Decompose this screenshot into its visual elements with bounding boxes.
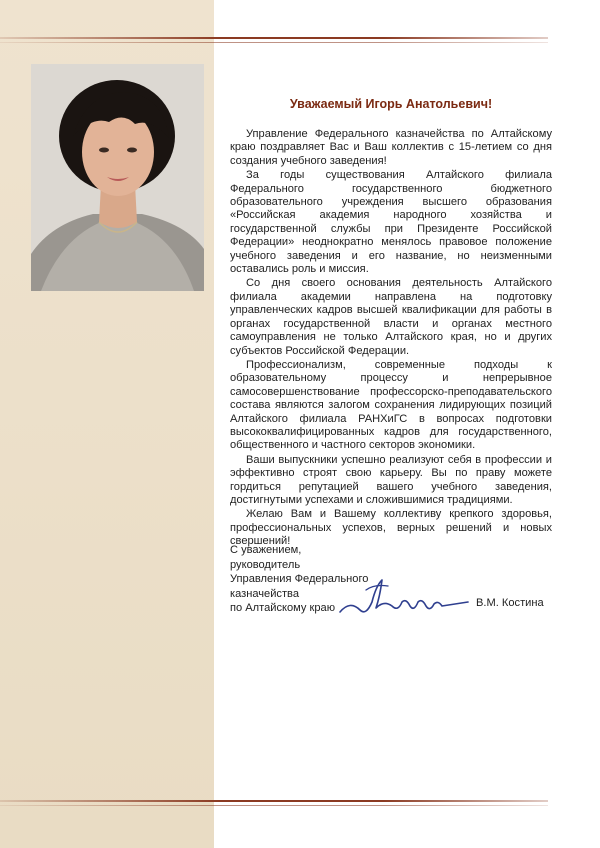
letter-body — [230, 128, 552, 550]
closing-line-4: казначейства — [230, 587, 299, 600]
salutation-heading: Уважаемый Игорь Анатольевич! — [289, 97, 493, 111]
top-decorative-rule-thin — [0, 42, 548, 43]
bottom-decorative-rule-thin — [0, 805, 548, 806]
signer-name: В.М. Костина — [476, 597, 544, 609]
portrait-photo — [31, 64, 204, 291]
portrait-illustration — [31, 64, 204, 291]
bottom-decorative-rule — [0, 800, 548, 802]
paragraph-6: Желаю Вам и Вашему коллективу крепкого здоровья, профессиональных успехов, верных решений и новых свершений! — [230, 508, 552, 548]
handwritten-signature — [336, 572, 476, 620]
closing-line-3: Управления Федерального — [230, 573, 369, 586]
paragraph-4: Профессионализм, современные подходы к образовательному процессу и непрерывное самосовершенствование профессорско-преподавательского состава являются залогом сохранения лидирующих позиций Алтайского филиала РАНХиГС в вопросах подготовки высококвалифицированных кадров для государственного, общественного и частного секторов экономики. — [230, 358, 552, 452]
paragraph-3: Со дня своего основания деятельность Алтайского филиала академии направлена на подготовку управленческих кадров высшей квалификации для работы в органах государственной власти и органах местного самоуправления не только Алтайского края, но и других субъектов Российской Федерации. — [230, 277, 552, 357]
top-decorative-rule — [0, 37, 548, 39]
closing-line-1: С уважением, — [230, 544, 302, 556]
paragraph-2: За годы существования Алтайского филиала Федерального государственного бюджетного образовательного учреждения высшего образования «Российская академия народного хозяйства и государственной службы при Президенте Российской Федерации» неоднократно менялось правовое положение учебного заведения и его название, но неизменными оставались роль и миссия. — [230, 169, 552, 276]
paragraph-5: Ваши выпускники успешно реализуют себя в профессии и эффективно строят свою карьеру. Вы по праву можете гордиться репутацией вашего учебного заведения, достигнутыми успехами и сложившимися традициями. — [230, 453, 552, 506]
closing-line-2: руководитель — [230, 558, 301, 571]
closing-line-5: по Алтайскому краю — [230, 602, 336, 615]
paragraph-1: Управление Федерального казначейства по Алтайскому краю поздравляет Вас и Ваш коллектив с 15-летием со дня создания учебного заведения! — [230, 128, 552, 167]
